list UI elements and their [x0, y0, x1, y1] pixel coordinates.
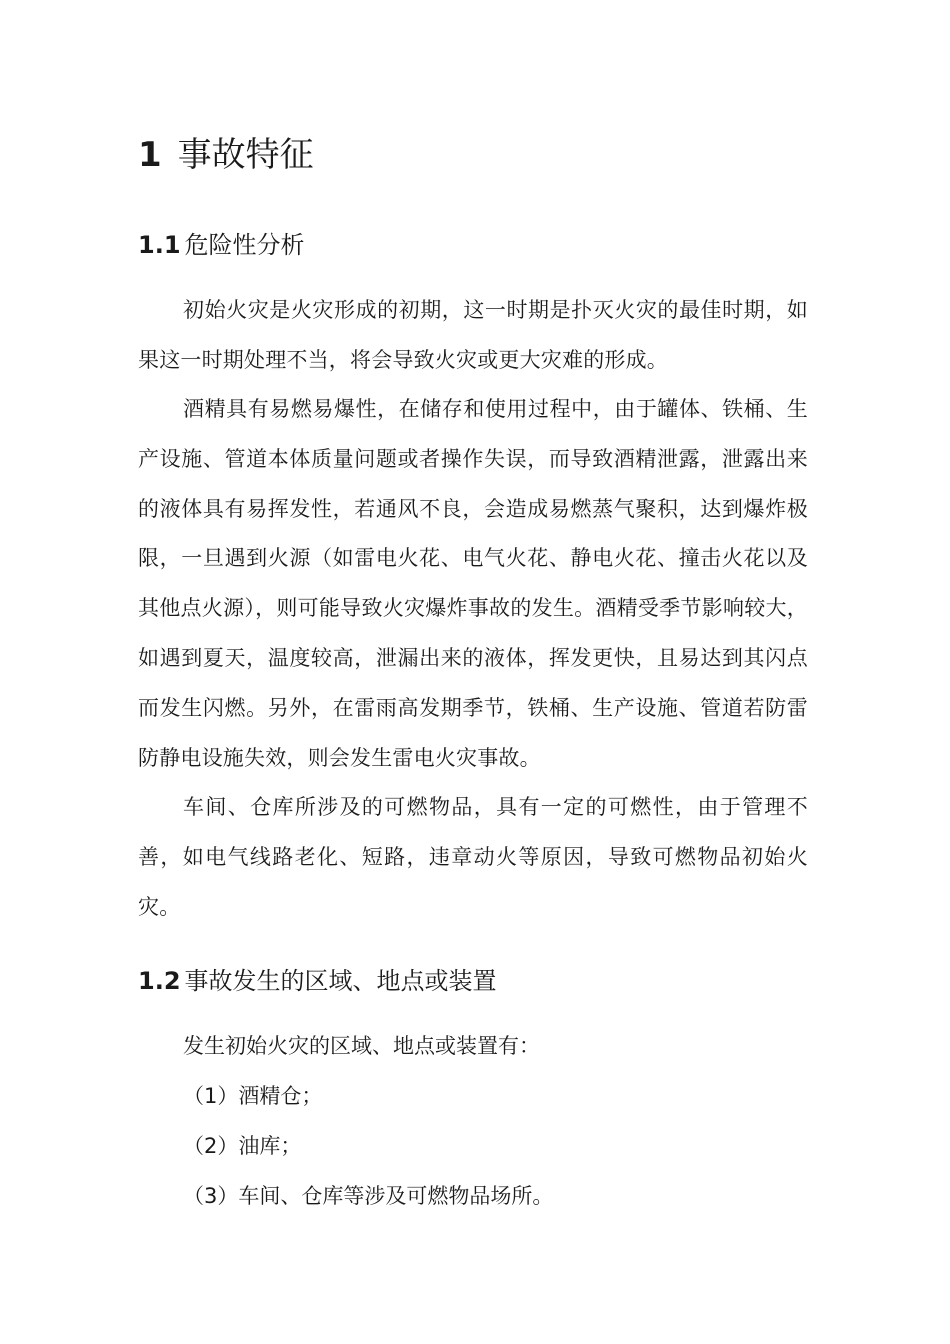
section-title: 事故发生的区域、地点或装置: [184, 967, 497, 995]
section-number: 1.2: [138, 967, 181, 995]
chapter-number: 1: [138, 135, 162, 175]
list-item: [183, 1081, 322, 1111]
section-number: 1.1: [138, 231, 181, 259]
section-heading-1-2: [138, 964, 497, 998]
section-heading-1-1: [138, 228, 305, 262]
list-item-mark: （3）: [183, 1184, 239, 1208]
list-item-text: 油库；: [238, 1134, 302, 1158]
paragraph-initial-fire: 初始火灾是火灾形成的初期，这一时期是扑灭火灾的最佳时期，如果这一时期处理不当，将会导致火灾或更大灾难的形成。: [138, 298, 808, 372]
list-item-text: 酒精仓；: [238, 1084, 323, 1108]
paragraph-alcohol-hazard: 酒精具有易燃易爆性，在储存和使用过程中，由于罐体、铁桶、生产设施、管道本体质量问题或者操作失误，而导致酒精泄露，泄露出来的液体具有易挥发性，若通风不良，会造成易燃蒸气聚积，达到爆炸极限，一旦遇到火源（如雷电火花、电气火花、静电火花、撞击火花以及其他点火源），则可能导致火灾爆炸事故的发生。酒精受季节影响较大，如遇到夏天，温度较高，泄漏出来的液体，挥发更快，且易达到其闪点而发生闪燃。另外，在雷雨高发期季节，铁桶、生产设施、管道若防雷防静电设施失效，则会发生雷电火灾事故。: [138, 397, 808, 770]
list-item: [183, 1181, 553, 1211]
chapter-heading: [138, 132, 314, 178]
list-intro: 发生初始火灾的区域、地点或装置有：: [183, 1034, 540, 1058]
list-item: [183, 1131, 301, 1161]
section-title: 危险性分析: [184, 231, 305, 259]
list-item-text: 车间、仓库等涉及可燃物品场所。: [238, 1184, 554, 1208]
list-item-mark: （1）: [183, 1084, 239, 1108]
paragraph-workshop-warehouse: 车间、仓库所涉及的可燃物品，具有一定的可燃性，由于管理不善，如电气线路老化、短路，违章动火等原因，导致可燃物品初始火灾。: [138, 795, 808, 919]
list-item-mark: （2）: [183, 1134, 239, 1158]
chapter-title: 事故特征: [177, 135, 314, 175]
